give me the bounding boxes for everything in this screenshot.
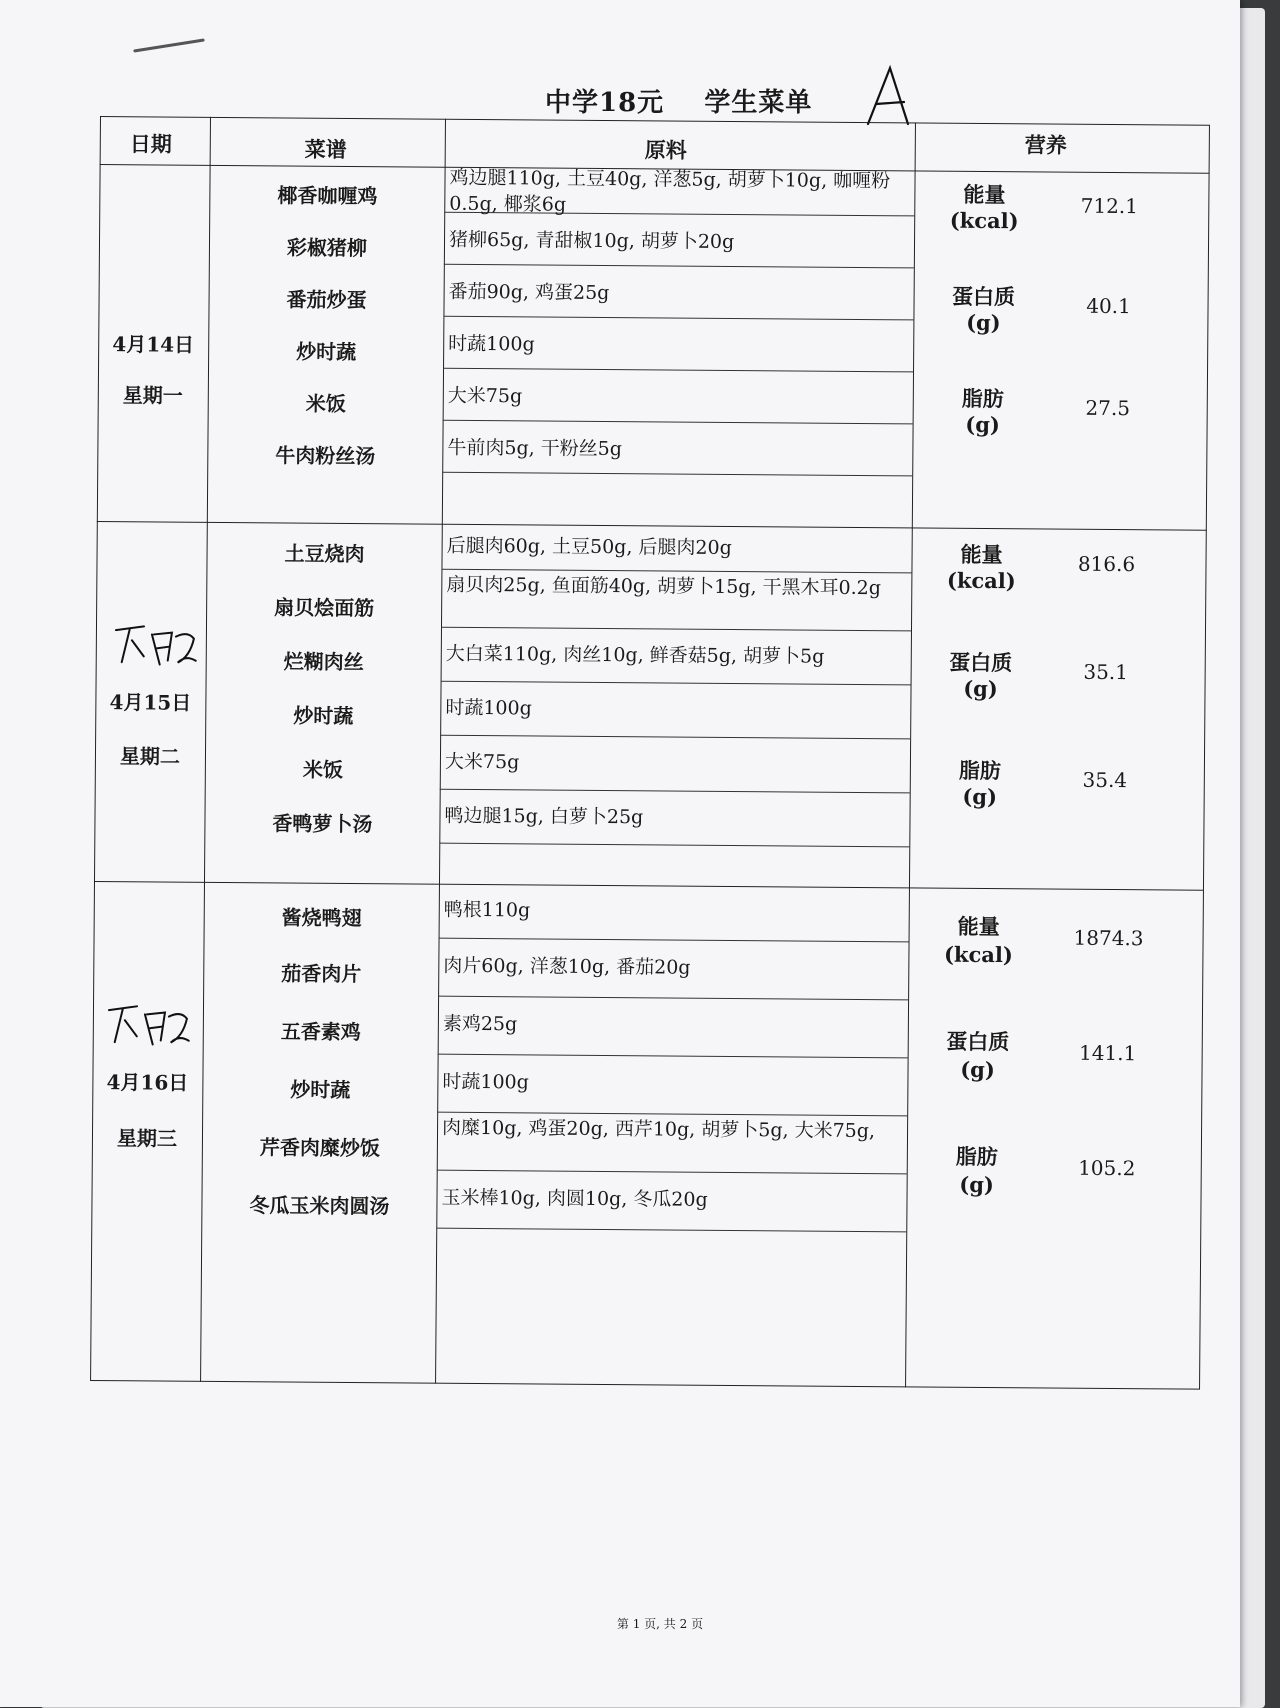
energy-value: 816.6 [1077,551,1136,577]
protein-unit: (g) [963,675,998,702]
ingredient-text: 肉片60g, 洋葱10g, 番茄20g [443,954,691,979]
energy-value: 1874.3 [1073,925,1144,951]
protein-unit: (g) [960,1056,995,1083]
dish-name: 米饭 [305,391,346,416]
protein-value: 40.1 [1086,293,1131,319]
dish-name: 炒时蔬 [290,1077,351,1102]
dish-name: 番茄炒蛋 [286,287,367,313]
energy-value: 712.1 [1080,193,1139,219]
menu-table [90,116,1210,1390]
fat-value: 35.4 [1082,767,1128,793]
ingredient-text: 鸭根110g [443,898,531,922]
handwritten-note-bu-chi [103,996,193,1053]
dish-name: 五香素鸡 [280,1019,361,1045]
day-weekday: 星期三 [116,1126,178,1151]
header-nutrition: 营养 [1024,132,1067,158]
ingredient-text: 鸡边腿110g, 土豆40g, 洋葱5g, 胡萝卜10g, 咖喱粉0.5g, 椰浆6g [449,166,891,216]
fat-unit: (g) [965,411,1000,438]
ingredient-text: 肉糜10g, 鸡蛋20g, 西芹10g, 胡萝卜5g, 大米75g, [441,1116,876,1143]
header-ingredients: 原料 [644,137,687,163]
ingredient-text: 素鸡25g [442,1012,518,1036]
dish-name: 芹香肉糜炒饭 [259,1135,380,1161]
day-weekday: 星期一 [122,383,183,408]
pen-stroke [133,38,205,52]
protein-label: 蛋白质 [949,649,1013,676]
dish-name: 扇贝烩面筋 [274,595,375,621]
fat-value: 27.5 [1085,395,1131,421]
protein-unit: (g) [966,309,1001,336]
ingredient-text: 时蔬100g [445,696,532,720]
ingredient-text: 后腿肉60g, 土豆50g, 后腿肉20g [446,534,732,559]
ingredient-text: 大白菜110g, 肉丝10g, 鲜香菇5g, 胡萝卜5g [445,642,825,668]
dish-name: 冬瓜玉米肉圆汤 [249,1193,390,1219]
energy-unit: (kcal) [949,207,1019,234]
protein-value: 141.1 [1078,1040,1137,1066]
dish-name: 烂糊肉丝 [283,649,364,675]
ingredient-text: 大米75g [444,750,520,774]
ingredient-text: 玉米棒10g, 肉圆10g, 冬瓜20g [441,1186,708,1211]
day-date: 4月16日 [106,1070,189,1095]
ingredient-text: 时蔬100g [442,1070,529,1094]
protein-value: 35.1 [1083,659,1129,685]
fat-label: 脂肪 [958,757,1001,784]
header-date: 日期 [129,131,172,157]
dish-name: 土豆烧肉 [284,541,365,567]
ingredient-text: 番茄90g, 鸡蛋25g [448,280,610,305]
page-title: 中学18元 学生菜单 [545,88,813,118]
fat-label: 脂肪 [961,385,1004,412]
ingredient-text: 鸭边腿15g, 白萝卜25g [444,804,644,829]
day-date: 4月15日 [109,690,192,715]
energy-label: 能量 [957,913,1000,940]
energy-label: 能量 [963,181,1006,208]
ingredient-text: 大米75g [447,384,523,408]
fat-unit: (g) [962,783,998,810]
dish-name: 炒时蔬 [293,703,354,729]
day-weekday: 星期二 [119,744,181,769]
ingredient-text: 时蔬100g [448,332,535,356]
fat-value: 105.2 [1078,1155,1136,1181]
energy-unit: (kcal) [946,567,1016,594]
fat-label: 脂肪 [955,1143,998,1170]
dish-name: 炒时蔬 [296,339,357,365]
dish-name: 茄香肉片 [281,961,362,987]
ingredient-text: 扇贝肉25g, 鱼面筋40g, 胡萝卜15g, 干黑木耳0.2g [446,573,882,600]
handwritten-note-bu-chi [110,616,200,673]
dish-name: 牛肉粉丝汤 [275,443,376,469]
protein-label: 蛋白质 [952,283,1016,310]
fat-unit: (g) [959,1171,995,1198]
dish-name: 米饭 [302,757,343,782]
page-footer: 第 1 页, 共 2 页 [616,1617,704,1631]
header-dish: 菜谱 [304,136,347,162]
dish-name: 酱烧鸭翅 [281,905,362,931]
energy-label: 能量 [960,541,1003,568]
day-date: 4月14日 [112,332,195,357]
ingredient-text: 牛前肉5g, 干粉丝5g [447,436,623,461]
ingredient-text: 猪柳65g, 青甜椒10g, 胡萝卜20g [448,228,735,253]
energy-unit: (kcal) [943,941,1013,968]
dish-name: 香鸭萝卜汤 [272,811,373,837]
dish-name: 椰香咖喱鸡 [277,183,378,209]
dish-name: 彩椒猪柳 [286,235,368,261]
protein-label: 蛋白质 [946,1028,1010,1055]
